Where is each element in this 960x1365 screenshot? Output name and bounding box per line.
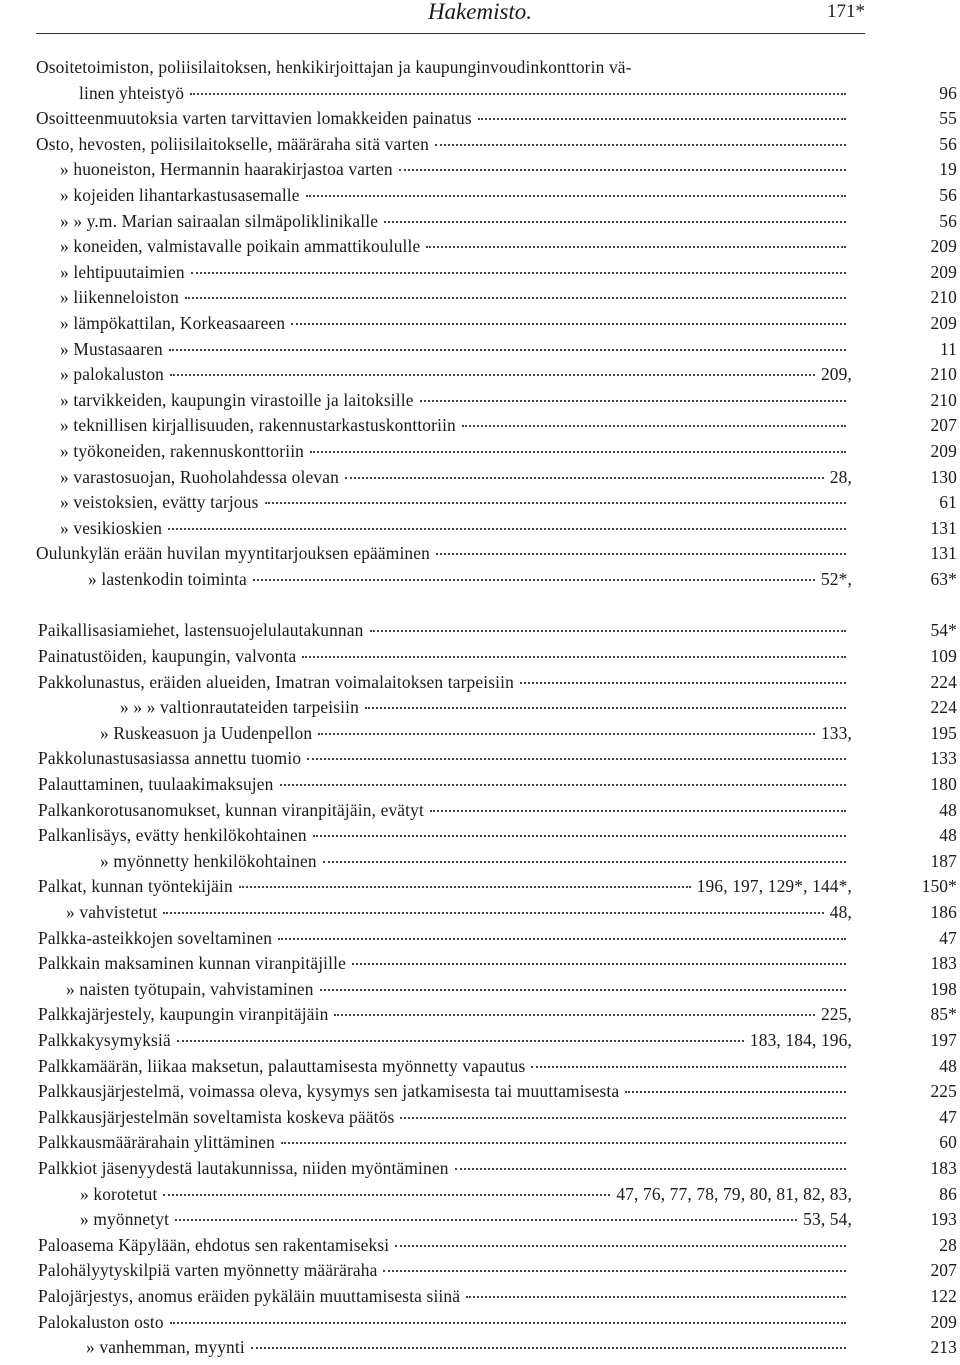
dot-leader <box>478 117 846 120</box>
dot-leader <box>320 988 846 991</box>
entry-text: » palokaluston <box>60 364 165 385</box>
entry-text: Palkkajärjestely, kaupungin viranpitäjäin <box>38 1004 329 1025</box>
dot-leader <box>265 501 846 504</box>
index-entry <box>0 285 960 311</box>
entry-text: » » y.m. Marian sairaalan silmäpoliklinikalle <box>60 210 379 231</box>
entry-text: » liikenneloiston <box>60 287 179 308</box>
entry-page-refs: 52*, <box>820 568 852 589</box>
entry-text: » varastosuojan, Ruoholahdessa olevan <box>60 466 339 487</box>
dot-leader <box>625 1090 846 1093</box>
index-entry <box>0 721 960 747</box>
dot-leader <box>430 809 846 812</box>
dot-leader <box>306 194 846 197</box>
index-entry <box>0 1233 960 1259</box>
entry-text: Paloasema Käpylään, ehdotus sen rakentamiseksi <box>38 1234 390 1255</box>
index-entry <box>0 55 960 81</box>
dot-leader <box>384 220 846 223</box>
entry-text: » myönnetyt <box>80 1209 170 1230</box>
entry-text: Pakkolunastusasiassa annettu tuomio <box>38 748 302 769</box>
index-entry <box>0 541 960 567</box>
entry-page-number: 28 <box>939 1234 957 1255</box>
dot-leader <box>291 322 846 325</box>
dot-leader <box>239 885 691 888</box>
index-entry <box>0 362 960 388</box>
entry-text: Palkkain maksaminen kunnan viranpitäjille <box>38 953 346 974</box>
entry-text: Osoitetoimiston, poliisilaitoksen, henkikirjoittajan ja kaupunginvoudinkonttorin vä- <box>36 57 632 77</box>
entry-page-number: 47 <box>939 927 957 948</box>
dot-leader <box>280 783 846 786</box>
entry-page-refs: 209, <box>820 364 852 385</box>
entry-page-number: 48 <box>939 799 957 820</box>
index-entry <box>0 106 960 132</box>
dot-leader <box>191 271 846 274</box>
index-entry <box>0 81 960 107</box>
dot-leader <box>170 1321 846 1324</box>
entry-page-number: 225 <box>930 1081 957 1102</box>
dot-leader <box>426 245 846 248</box>
dot-leader <box>520 681 846 684</box>
entry-page-number: 193 <box>930 1209 957 1230</box>
entry-text: Osto, hevosten, poliisilaitokselle, määräraha sitä varten <box>36 133 429 154</box>
entry-page-number: 210 <box>930 389 957 410</box>
entry-page-number: 207 <box>930 1260 957 1281</box>
index-entry <box>0 1002 960 1028</box>
entry-text: Palkkausjärjestelmän soveltamista koskeva päätös <box>38 1106 395 1127</box>
index-entry <box>0 644 960 670</box>
entry-page-number: 56 <box>939 210 957 231</box>
entry-text: » lehtipuutaimien <box>60 261 185 282</box>
index-entry <box>0 1284 960 1310</box>
entry-page-refs: 28, <box>829 466 852 487</box>
section-gap <box>0 592 960 618</box>
index-entry <box>0 157 960 183</box>
index-entry <box>0 670 960 696</box>
entry-text: Oulunkylän erään huvilan myyntitarjouksen epääminen <box>36 543 430 564</box>
entry-page-number: 133 <box>930 748 957 769</box>
entry-page-number: 186 <box>930 902 957 922</box>
entry-page-number: 209 <box>930 236 957 257</box>
index-entry <box>0 746 960 772</box>
entry-page-number: 55 <box>939 108 957 129</box>
dot-leader <box>462 424 846 427</box>
dot-leader <box>435 143 846 146</box>
dot-leader <box>163 911 823 914</box>
entry-page-number: 56 <box>939 184 957 205</box>
index-entry <box>0 465 960 491</box>
dot-leader <box>307 757 846 760</box>
entry-text: Palauttaminen, tuulaakimaksujen <box>38 774 274 795</box>
index-entry <box>0 823 960 849</box>
index-entry <box>0 798 960 824</box>
entry-page-number: 183 <box>930 1157 957 1178</box>
entry-page-number: 96 <box>939 82 957 103</box>
entry-page-number: 85* <box>930 1004 957 1025</box>
index-entry <box>0 413 960 439</box>
entry-text: Palokaluston osto <box>38 1311 164 1332</box>
index-entry <box>0 772 960 798</box>
dot-leader <box>399 168 846 171</box>
index-entry <box>0 1310 960 1336</box>
entry-page-number: 130 <box>930 466 957 487</box>
index-entry <box>0 977 960 1003</box>
entry-page-number: 61 <box>939 492 957 513</box>
index-entry <box>0 900 960 926</box>
index-entry <box>0 618 960 644</box>
dot-leader <box>278 937 846 940</box>
entry-text: » vesikioskien <box>60 517 163 538</box>
entry-text: » Ruskeasuon ja Uudenpellon <box>100 722 313 743</box>
entry-page-number: 198 <box>930 978 957 999</box>
dot-leader <box>310 450 846 453</box>
entry-text: Palkkausjärjestelmä, voimassa oleva, kysymys sen jatkamisesta tai muuttamisesta <box>38 1081 620 1102</box>
entry-text: Osoitteenmuutoksia varten tarvittavien lomakkeiden painatus <box>36 108 472 129</box>
index-entry <box>0 234 960 260</box>
entry-text: » vanhemman, myynti <box>86 1337 245 1358</box>
entry-page-number: 122 <box>930 1285 957 1306</box>
index-entry <box>0 388 960 414</box>
entry-page-number: 209 <box>930 261 957 282</box>
entry-page-number: 19 <box>939 159 957 180</box>
entry-text: » koneiden, valmistavalle poikain ammattikoululle <box>60 236 421 257</box>
dot-leader <box>177 1039 744 1042</box>
index-entry <box>0 132 960 158</box>
entry-page-number: 63* <box>930 568 957 589</box>
entry-text: » huoneiston, Hermannin haarakirjastoa varten <box>60 159 393 180</box>
entry-text: » teknillisen kirjallisuuden, rakennustarkastuskonttoriin <box>60 415 456 436</box>
entry-text: » lastenkodin toiminta <box>88 568 247 589</box>
dot-leader <box>455 1167 846 1170</box>
entry-page-number: 150* <box>921 876 957 897</box>
entry-text: linen yhteistyö <box>79 82 185 103</box>
dot-leader <box>400 1116 846 1119</box>
entry-text: » veistoksien, evätty tarjous <box>60 492 259 513</box>
index-entry <box>0 516 960 542</box>
entry-page-number: 56 <box>939 133 957 154</box>
entry-page-refs: 47, 76, 77, 78, 79, 80, 81, 82, 83, <box>616 1183 852 1204</box>
entry-text: » työkoneiden, rakennuskonttoriin <box>60 440 305 461</box>
index-entry <box>0 1079 960 1105</box>
page-header <box>0 0 960 24</box>
index-entry <box>0 695 960 721</box>
index-entry <box>0 1156 960 1182</box>
index-entry <box>0 209 960 235</box>
entry-text: Palkankorotusanomukset, kunnan viranpitäjäin, evätyt <box>38 799 424 820</box>
index-entry <box>0 1258 960 1284</box>
entry-text: Palkat, kunnan työntekijäin <box>38 876 233 897</box>
dot-leader <box>175 1218 797 1221</box>
entry-page-refs: 225, <box>820 1004 852 1025</box>
entry-page-number: 131 <box>930 543 957 564</box>
index-entry <box>0 337 960 363</box>
entry-page-refs: 48, <box>829 902 852 922</box>
dot-leader <box>370 629 847 632</box>
entry-page-number: 213 <box>930 1337 957 1358</box>
dot-leader <box>318 732 815 735</box>
dot-leader <box>334 1013 815 1016</box>
index-entry <box>0 1207 960 1233</box>
dot-leader <box>251 1346 846 1349</box>
index-entry <box>0 1182 960 1208</box>
header-rule <box>36 33 865 34</box>
index-entry <box>0 1054 960 1080</box>
dot-leader <box>436 552 846 555</box>
entry-text: » tarvikkeiden, kaupungin virastoille ja laitoksille <box>60 389 414 410</box>
entry-page-number: 11 <box>939 338 957 359</box>
entry-text: » Mustasaaren <box>60 338 163 359</box>
dot-leader <box>420 399 846 402</box>
entry-page-number: 209 <box>930 440 957 461</box>
entry-text: » naisten työtupain, vahvistaminen <box>66 978 314 999</box>
entry-page-number: 48 <box>939 825 957 846</box>
entry-text: Palkkamäärän, liikaa maksetun, palauttamisesta myönnetty vapautus <box>38 1055 526 1076</box>
entry-page-number: 183 <box>930 953 957 974</box>
entry-text: Painatustöiden, kaupungin, valvonta <box>38 646 297 667</box>
entry-page-number: 187 <box>930 850 957 871</box>
entry-page-number: 224 <box>930 697 957 718</box>
entry-page-number: 60 <box>939 1132 957 1153</box>
dot-leader <box>383 1269 846 1272</box>
entry-text: Palkka-asteikkojen soveltaminen <box>38 927 273 948</box>
entry-text: Palojärjestys, anomus eräiden pykäläin muuttamisesta siinä <box>38 1285 461 1306</box>
entry-text: Palkkiot jäsenyydestä lautakunnissa, niiden myöntäminen <box>38 1157 449 1178</box>
entry-page-number: 47 <box>939 1106 957 1127</box>
dot-leader <box>169 348 846 351</box>
index-entry <box>0 567 960 593</box>
entry-page-refs: 133, <box>820 722 852 743</box>
index-entry <box>0 1028 960 1054</box>
index-entry <box>0 490 960 516</box>
dot-leader <box>281 1141 846 1144</box>
entry-page-number: 54* <box>930 620 957 641</box>
dot-leader <box>466 1295 846 1298</box>
entry-page-number: 48 <box>939 1055 957 1076</box>
running-title: Hakemisto. <box>427 0 533 24</box>
entry-text: » korotetut <box>80 1183 158 1204</box>
dot-leader <box>352 962 846 965</box>
index-entry <box>0 260 960 286</box>
dot-leader <box>345 476 824 479</box>
index-entry <box>0 874 960 900</box>
entry-page-number: 195 <box>930 722 957 743</box>
entry-text: Paikallisasiamiehet, lastensuojelulautakunnan <box>38 620 364 641</box>
entry-text: Palkkausmäärärahain ylittäminen <box>38 1132 275 1153</box>
entry-page-number: 209 <box>930 1311 957 1332</box>
index-entry <box>0 1335 960 1361</box>
dot-leader <box>531 1065 846 1068</box>
index-entry <box>0 926 960 952</box>
entry-text: Pakkolunastus, eräiden alueiden, Imatran voimalaitoksen tarpeisiin <box>38 671 514 692</box>
entry-text: » vahvistetut <box>66 902 158 922</box>
index-entry <box>0 183 960 209</box>
index-entry <box>0 849 960 875</box>
index-entry <box>0 1105 960 1131</box>
dot-leader <box>190 92 846 95</box>
entry-text: » kojeiden lihantarkastusasemalle <box>60 184 300 205</box>
entry-text: » » » valtionrautateiden tarpeisiin <box>120 697 359 718</box>
entry-page-number: 180 <box>930 774 957 795</box>
index-list <box>0 55 960 1361</box>
page-number: 171* <box>827 1 865 22</box>
dot-leader <box>163 1193 610 1196</box>
dot-leader <box>253 578 815 581</box>
dot-leader <box>170 373 815 376</box>
index-entry <box>0 439 960 465</box>
dot-leader <box>323 860 846 863</box>
dot-leader <box>185 296 846 299</box>
entry-text: » myönnetty henkilökohtainen <box>100 850 317 871</box>
entry-page-number: 209 <box>930 312 957 333</box>
entry-page-refs: 196, 197, 129*, 144*, <box>696 876 852 897</box>
index-entry <box>0 951 960 977</box>
dot-leader <box>365 706 846 709</box>
entry-page-number: 197 <box>930 1029 957 1050</box>
entry-text: » lämpökattilan, Korkeasaareen <box>60 312 286 333</box>
entry-page-number: 210 <box>930 364 957 385</box>
dot-leader <box>168 527 846 530</box>
entry-page-refs: 53, 54, <box>803 1209 852 1230</box>
dot-leader <box>302 655 846 658</box>
entry-text: Palkanlisäys, evätty henkilökohtainen <box>38 825 307 846</box>
index-entry <box>0 311 960 337</box>
dot-leader <box>313 834 846 837</box>
entry-page-number: 86 <box>939 1183 957 1204</box>
entry-page-number: 207 <box>930 415 957 436</box>
entry-text: Palohälyytyskilpiä varten myönnetty määräraha <box>38 1260 378 1281</box>
entry-page-number: 210 <box>930 287 957 308</box>
entry-page-number: 109 <box>930 646 957 667</box>
entry-page-refs: 183, 184, 196, <box>749 1029 852 1050</box>
entry-text: Palkkakysymyksiä <box>38 1029 171 1050</box>
entry-page-number: 131 <box>930 517 957 538</box>
dot-leader <box>395 1244 846 1247</box>
entry-page-number: 224 <box>930 671 957 692</box>
index-entry <box>0 1130 960 1156</box>
